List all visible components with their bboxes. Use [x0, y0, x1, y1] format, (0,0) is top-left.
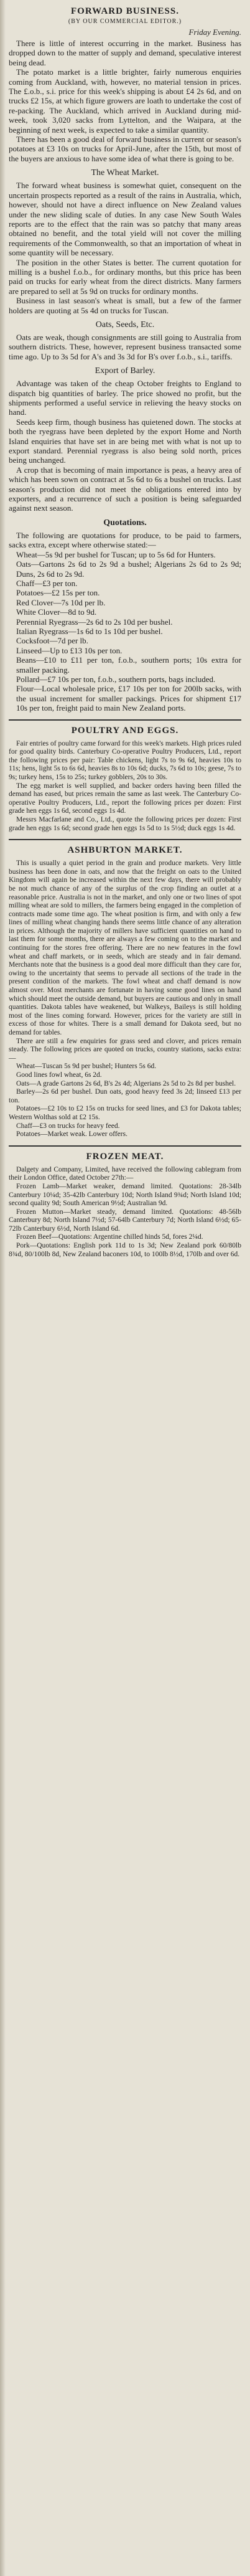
quotation-line: White Clover—8d to 9d. [16, 607, 97, 617]
section-headline: FROZEN MEAT. [86, 1151, 164, 1162]
quotation-line: Wheat—5s 9d per bushel for Tuscan; up to 5s 6d for Hunters. [16, 549, 216, 559]
quotation-line: Potatoes—£2 15s per ton. [16, 588, 100, 598]
section-divider [9, 839, 241, 840]
paragraph: Potatoes—Market weak. Lower offers. [16, 1130, 127, 1139]
section-divider [9, 1145, 241, 1147]
quotation-line: Linseed—Up to £13 10s per ton. [16, 645, 123, 655]
wheat-market-section [9, 168, 241, 315]
paragraph: The egg market is well supplied, and backer orders having been filled the demand has eased, but prices remain the same as last week. The Canterbury Co-operative Poultry Producers, Ltd., report the following prices per dozen: First grade hen eggs 1s 6d, second eggs 1s 4d. [9, 782, 241, 815]
paragraph: There is little of interest occurring in the market. Business has dropped down to the matter of supply and demand, speculative interest being dead. [9, 39, 241, 67]
paragraph: Seeds keep firm, though business has quietened down. The stocks at both the ryegrass have been depleted by the export Home and North Island enquiries that have set in are being met with what is not up to export standard. Perennial ryegrass is also being sold north, prices being unchanged. [9, 417, 241, 465]
quotation-line: Oats—Gartons 2s 6d to 2s 9d a bushel; Algerians 2s 6d to 2s 9d; Duns, 2s 6d to 2s 9d. [16, 559, 241, 579]
byline: (BY OUR COMMERCIAL EDITOR.) [68, 18, 182, 25]
paragraph: Advantage was taken of the cheap October freights to England to dispatch big quantities of barley. The price showed no profit, but the shipments performed a useful service in relieving the heavy stocks on hand. [9, 379, 241, 417]
paragraph: The potato market is a little brighter, fairly numerous enquiries coming from Auckland, with, however, no material tension in prices. The £.o.b., s.i. price for this week's shipping is about £4 2s 6d, and on trucks £2 15s, at which figure growers are loath to undertake the cost of re-packing. The Auckland, which arrived in Auckland during mid-week, took 3,020 sacks from Lyttelton, and the Waipara, at the beginning of next week, is expected to take a similar quantity. [9, 67, 241, 135]
paragraph: This is usually a quiet period in the grain and produce markets. Very little business has been done in oats, and now that the freight on oats to the United Kingdom will again be increased within the next few days, there will probably be not much chance of any of the surplus of the crop finding an outlet at a reasonable price. Australia is not in the market, and only one or two lines of spot milling wheat are sold to millers, the farmers being engaged in the completion of contracts made some time ago. The wheat position is firm, and with only a few lines of milling wheat changing hands there seems little chance of any alteration in prices. Although the majority of millers have sufficient quantities on hand to last them for some months, there are always a few coming on to the market and continuing for the stores free offering. There are no new features in the fowl wheat and chaff markets, or in seeds, which are steady and in fair demand. Merchants note that the business is a good deal more difficult than they care for, owing to the uncertainty that seems to pervade all sections of the trade in the present condition of the markets. The fowl wheat and chaff demand is now almost over. Most merchants are fortunate in having some good lines on hand which should meet the outside demand, but buyers are cautious and only in small quantities. Dakota tables have weakened, but Walkeys, Baileys is still holding most of the lines coming forward. However, prices for the variety are still in excess of those for whites. There is a small demand for Dakota seed, but no demand for tables. [9, 859, 241, 1036]
paragraph: Frozen Mutton—Market steady, demand limited. Quotations: 48-56lb Canterbury 8d; North Island 7½d; 57-64lb Canterbury 7d; North Island 6½d; 65-72lb Canterbury 6½d, North Island 6d. [9, 1208, 241, 1233]
paragraph: Potatoes—£2 10s to £2 15s on trucks for seed lines, and £3 for Dakota tables; Western Wolthas sold at £2 15s. [9, 1105, 241, 1121]
paragraph: Pork—Quotations: English pork 11d to 1s 3d; New Zealand pork 60/80lb 8¾d, 80/100lb 8d, New Zealand baconers 10d, to 100lb 8½d, 170lb and over 6d. [9, 1242, 241, 1258]
ashburton-market-section [9, 845, 241, 1139]
dateline: Friday Evening. [188, 27, 241, 37]
paragraph: The following are quotations for produce, to be paid to farmers, sacks extra, except where otherwise stated:— [9, 530, 241, 550]
page-edge-shadow [0, 0, 6, 2576]
paragraph: Messrs Macfarlane and Co., Ltd., quote the following prices per dozen: First grade hen eggs 1s 6d; second grade hen eggs 1s 5d to 1s 5½d; duck eggs 1s 4d. [9, 815, 241, 832]
paragraph: Good lines fowl wheat, 6s 2d. [16, 1071, 102, 1079]
paragraph: Oats are weak, though consignments are still going to Australia from southern districts. These, however, represent business transacted some time ago. Up to 3s 5d for A's and 3s 3d for B's over f.o.b., s.i., tariffs. [9, 332, 241, 361]
paragraph: Chaff—£3 on trucks for heavy feed. [16, 1122, 120, 1130]
paragraph: The position in the other States is better. The current quotation for milling is a bushel f.o.b., for ordinary months, but this price has been paid on trucks for early wheat from the direct districts. Many farmers are prepared to sell at 5s 9d on trucks for ordinary months. [9, 257, 241, 296]
quotation-line: Flour—Local wholesale price, £17 10s per ton for 200lb sacks, with the usual increment for smaller packings. Prices for shipment £17 10s per ton, freight paid to main New Zealand ports. [16, 684, 241, 713]
export-barley-section [9, 366, 241, 513]
subhead: Quotations. [103, 518, 147, 528]
quotation-line: Red Clover—7s 10d per lb. [16, 597, 106, 607]
paragraph: There has been a good deal of forward business in current or season's potatoes at £3 10s on trucks for April-June, after the 15th, but most of the buyers are anxious to have some idea of what there is going to be. [9, 135, 241, 163]
section-headline: POULTRY AND EGGS. [71, 725, 179, 736]
paragraph: Barley—2s 6d per bushel. Dun oats, good heavy feed 3s 2d; linseed £13 per ton. [9, 1088, 241, 1104]
paragraph: A crop that is becoming of main importance is peas, a heavy area of which has been sown on contract at 5s 6d to 6s a bushel on trucks. Last season's production did not meet the obligations entered into by exporters, and a recurrence of such a position is being safeguarded against next season. [9, 465, 241, 513]
section-divider [9, 719, 241, 721]
section-headline: ASHBURTON MARKET. [67, 845, 183, 856]
forward-business-section [9, 6, 241, 163]
subhead: Oats, Seeds, Etc. [95, 320, 155, 329]
subhead: Export of Barley. [95, 366, 155, 376]
quotation-line: Italian Ryegrass—1s 6d to 1s 10d per bushel. [16, 626, 163, 636]
oats-seeds-section [9, 320, 241, 361]
quotation-line: Pollard—£7 10s per ton, f.o.b., southern ports, bags included. [16, 674, 216, 684]
subhead: The Wheat Market. [91, 168, 159, 178]
section-headline: FORWARD BUSINESS. [70, 6, 179, 16]
quotation-line: Perennial Ryegrass—2s 6d to 2s 10d per bushel. [16, 617, 173, 627]
paragraph: Fair entries of poultry came forward for this week's markets. High prices ruled for good quality birds. Canterbury Co-operative Poultry Producers, Ltd., report the following prices per pair: Table chickens, light 7s to 9s 6d, heavies 10s to 11s; hens, light 5s to 6s 6d, heavies 8s to 10s 6d; ducks, 7s 6d to 10s; geese, 7s to 9s; turkey hens, 15s to 25s; turkey gobblers, 20s to 30s. [9, 739, 241, 781]
quotation-list [9, 550, 241, 713]
paragraph: Business in last season's wheat is small, but a few of the farmer holders are quoting at 5s 4d on trucks for Tuscan. [9, 296, 241, 315]
frozen-meat-section [9, 1152, 241, 1259]
paragraph: The forward wheat business is somewhat quiet, consequent on the uncertain prospects reported as a result of the rains in Australia, which, however, should not have a direct influence on New Zealand values under the new sliding scale of duties. In any case New South Wales reports are to the effect that the rain was so patchy that many areas obtained no benefit, and the total yield will not cover the milling requirements of the Commonwealth, so that an importation of wheat in some quantity will be necessary. [9, 181, 241, 258]
paragraph: Frozen Lamb—Market weaker, demand limited. Quotations: 28-34lb Canterbury 10¼d; 35-42lb Canterbury 10d; North Island 9¾d; North Island 10d; second quality 9d; South American 9½d; Australian 9d. [9, 1182, 241, 1208]
poultry-eggs-section [9, 726, 241, 833]
quotations-section [9, 518, 241, 713]
paragraph: There are still a few enquiries for grass seed and clover, and prices remain steady. The following prices are quoted on trucks, country stations, sacks extra:— [9, 1037, 241, 1062]
quotation-line: Chaff—£3 per ton. [16, 578, 78, 588]
paragraph: Frozen Beef—Quotations: Argentine chilled hinds 5d, fores 2¼d. [16, 1233, 203, 1241]
paragraph: Oats—A grade Gartons 2s 6d, B's 2s 4d; Algerians 2s 5d to 2s 8d per bushel. [16, 1079, 236, 1087]
paragraph: Wheat—Tuscan 5s 9d per bushel; Hunters 5s 6d. [16, 1063, 157, 1071]
quotation-line: Beans—£10 to £11 per ton, f.o.b., southern ports; 10s extra for smaller packing. [16, 655, 241, 675]
quotation-line: Cocksfoot—7d per lb. [16, 636, 88, 646]
paragraph: Dalgety and Company, Limited, have received the following cablegram from their London Office, dated October 27th:— [9, 1165, 241, 1182]
